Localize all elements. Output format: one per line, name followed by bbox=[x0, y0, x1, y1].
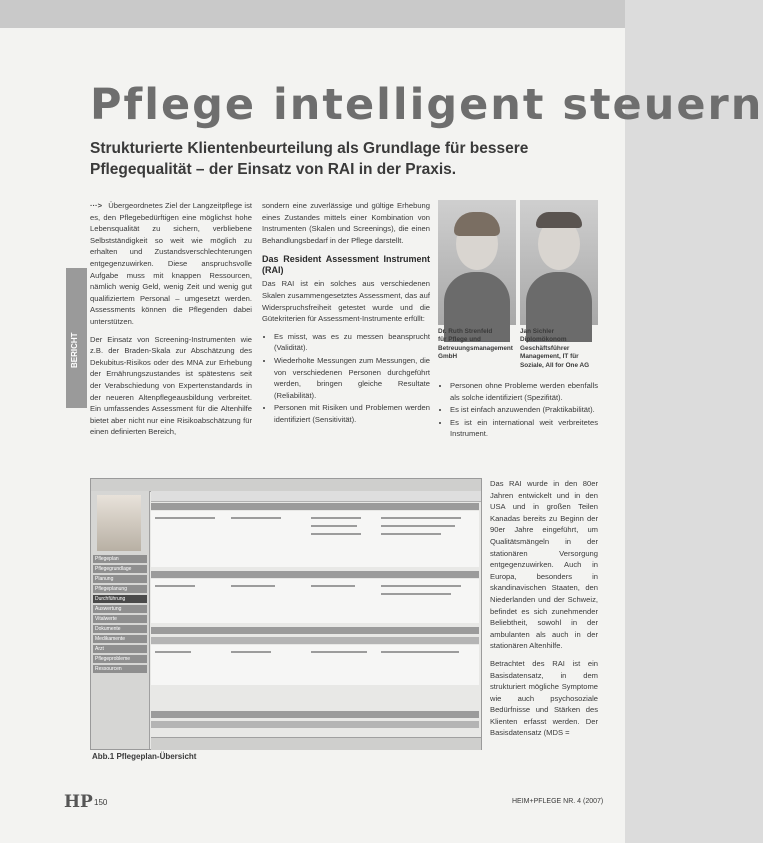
column3-paragraph-2: Betrachtet des RAI ist ein Basisdatensatz, in dem strukturiert mögliche Symptome wie auch psychosoziale Bedürfnisse und Stärken des Klienten erfasst werden. Der Basisdatensatz (MDS = bbox=[490, 658, 598, 738]
author-photo-1 bbox=[438, 200, 516, 325]
section-side-tab bbox=[66, 268, 87, 408]
column2-paragraph-2: Das RAI ist ein solches aus verschiedenen Skalen zusammengesetztes Assessment, das auf Widerspruchsfreiheit getestet wurde und die Gütekriterien für Assessment-Instrumente erfüllt: bbox=[262, 279, 430, 324]
quality-criteria-list bbox=[262, 331, 430, 426]
table-row bbox=[151, 579, 479, 623]
table-row bbox=[151, 721, 479, 728]
author-photo-2 bbox=[520, 200, 598, 325]
column3-paragraph-1: Das RAI wurde in den 80er Jahren entwickelt und in den USA und in großen Teilen Kanadas bereits zu Beginn der 90er Jahre eingeführt, um Qualitätsmängeln in der stationären Versorgung entgegenzuwirken. Auch in Europa, besonders in skandinavischen Staaten, den Niederlanden und der Schweiz, befindet es sich zunehmender Beliebtheit, sowohl in der ambulanten als auch in der stationären Altenhilfe. bbox=[490, 479, 598, 651]
table-row bbox=[151, 511, 479, 567]
resident-photo bbox=[97, 495, 141, 551]
column1-paragraph-2: Der Einsatz von Screening-Instrumenten wie z.B. der Braden-Skala zur Abschätzung des Dekubitus-Risikos oder des MNA zur Erhebung der Ernährungszustandes ist spätestens seit der Verabschiedung von Expertenstandards in der neueren Altenpflegeausbildung verbreitet. Ein umfassendes Assessment für die Altenhilfe bietet aber nicht nur eine Risikoabschätzung für einen definierten Bereich, bbox=[90, 334, 252, 437]
magazine-logo: HP bbox=[64, 792, 93, 812]
issue-reference: HEIM+PFLEGE NR. 4 (2007) bbox=[512, 798, 604, 805]
author-name: Dr. Ruth Strenfeld bbox=[438, 328, 493, 335]
table-row bbox=[151, 637, 479, 644]
text-column-2 bbox=[262, 200, 430, 427]
author-caption-1 bbox=[438, 328, 516, 362]
screenshot-nav-item: Arzt bbox=[93, 645, 147, 653]
table-row bbox=[151, 571, 479, 578]
screenshot-nav-item: Auswertung bbox=[93, 605, 147, 613]
author-caption-2 bbox=[520, 328, 598, 370]
arrow-icon: ···> bbox=[90, 201, 103, 210]
author-detail: Diplomökonom Geschäftsführer Management, IT für Soziale, All for One AG bbox=[520, 336, 590, 369]
text-column-3-lower bbox=[490, 478, 598, 745]
figure-caption: Abb.1 Pflegeplan-Übersicht bbox=[92, 752, 197, 761]
list-item: • Es ist einfach anzuwenden (Praktikabilität). bbox=[450, 404, 598, 416]
screenshot-sidebar bbox=[91, 491, 150, 749]
list-item: • Personen ohne Probleme werden ebenfalls als solche identifiziert (Spezifität). bbox=[450, 380, 598, 403]
screenshot-nav-item: Ressourcen bbox=[93, 665, 147, 673]
list-item: • Wiederholte Messungen zum Messungen, die von verschiedenen Personen durchgeführt werden, bringen gleiche Resultate (Reliabilität). bbox=[274, 355, 430, 401]
list-item: • Es misst, was es zu messen beansprucht (Validität). bbox=[274, 331, 430, 354]
table-row bbox=[151, 503, 479, 510]
table-row bbox=[151, 627, 479, 634]
article-subtitle: Strukturierte Klientenbeurteilung als Grundlage für bessere Pflegequalität – der Einsatz von RAI in der Praxis. bbox=[90, 140, 529, 178]
care-plan-screenshot bbox=[90, 478, 482, 750]
screenshot-nav-item: Pflegeprobleme bbox=[93, 655, 147, 663]
screenshot-nav-item: Vitalwerte bbox=[93, 615, 147, 623]
section-heading: Das Resident Assessment Instrument (RAI) bbox=[262, 254, 430, 276]
screenshot-nav-item: Dokumente bbox=[93, 625, 147, 633]
table-row bbox=[151, 645, 479, 685]
column1-paragraph-1-text: Übergeordnetes Ziel der Langzeitpflege ist es, den Pflegebedürftigen eine möglichst hohe Lebensqualität zu sichern, verbliebene Selbstständigkeit so weit wie möglich zu erhalten und Zustandsverschlechterungen entgegenzuwirken. Diese anspruchsvolle Aufgabe muss mit knappen Ressourcen, nämlich wenig Geld, wenig Zeit und wenig gut qualifiziertem Personal – umgesetzt werden. Assessments können die Pflegenden dabei unterstützen. bbox=[90, 201, 252, 326]
author-detail: für Pflege und Betreuungsmanagement GmbH bbox=[438, 336, 513, 361]
screenshot-nav-item: Medikamente bbox=[93, 635, 147, 643]
list-item: • Personen mit Risiken und Problemen werden identifiziert (Sensitivität). bbox=[274, 402, 430, 425]
screenshot-nav-item: Pflegegrundlage bbox=[93, 565, 147, 573]
column2-paragraph-1: sondern eine zuverlässige und gültige Erhebung eines Zustandes mittels einer Kombination von Instrumenten (Skalen und Screenings), die einen Behandlungsbedarf in der Pflege darstellt. bbox=[262, 201, 430, 245]
screenshot-nav-item: Durchführung bbox=[93, 595, 147, 603]
table-row bbox=[151, 711, 479, 718]
criteria-continued-list bbox=[438, 380, 598, 440]
text-column-3 bbox=[438, 380, 598, 441]
screenshot-nav-item: Pflegeplanung bbox=[93, 585, 147, 593]
article-title: Pflege intelligent steuern bbox=[90, 80, 763, 130]
page-number: 150 bbox=[94, 798, 108, 807]
scan-top-margin bbox=[0, 0, 625, 28]
section-side-tab-label: BERICHT bbox=[70, 332, 79, 368]
screenshot-nav-item: Planung bbox=[93, 575, 147, 583]
screenshot-statusbar bbox=[151, 737, 481, 750]
column1-paragraph-1 bbox=[90, 200, 252, 328]
list-item: • Es ist ein international weit verbreitetes Instrument. bbox=[450, 417, 598, 440]
screenshot-tab-strip bbox=[151, 491, 481, 502]
screenshot-nav-item: Pflegeplan bbox=[93, 555, 147, 563]
author-name: Jan Sichler bbox=[520, 328, 555, 335]
text-column-1 bbox=[90, 200, 252, 444]
